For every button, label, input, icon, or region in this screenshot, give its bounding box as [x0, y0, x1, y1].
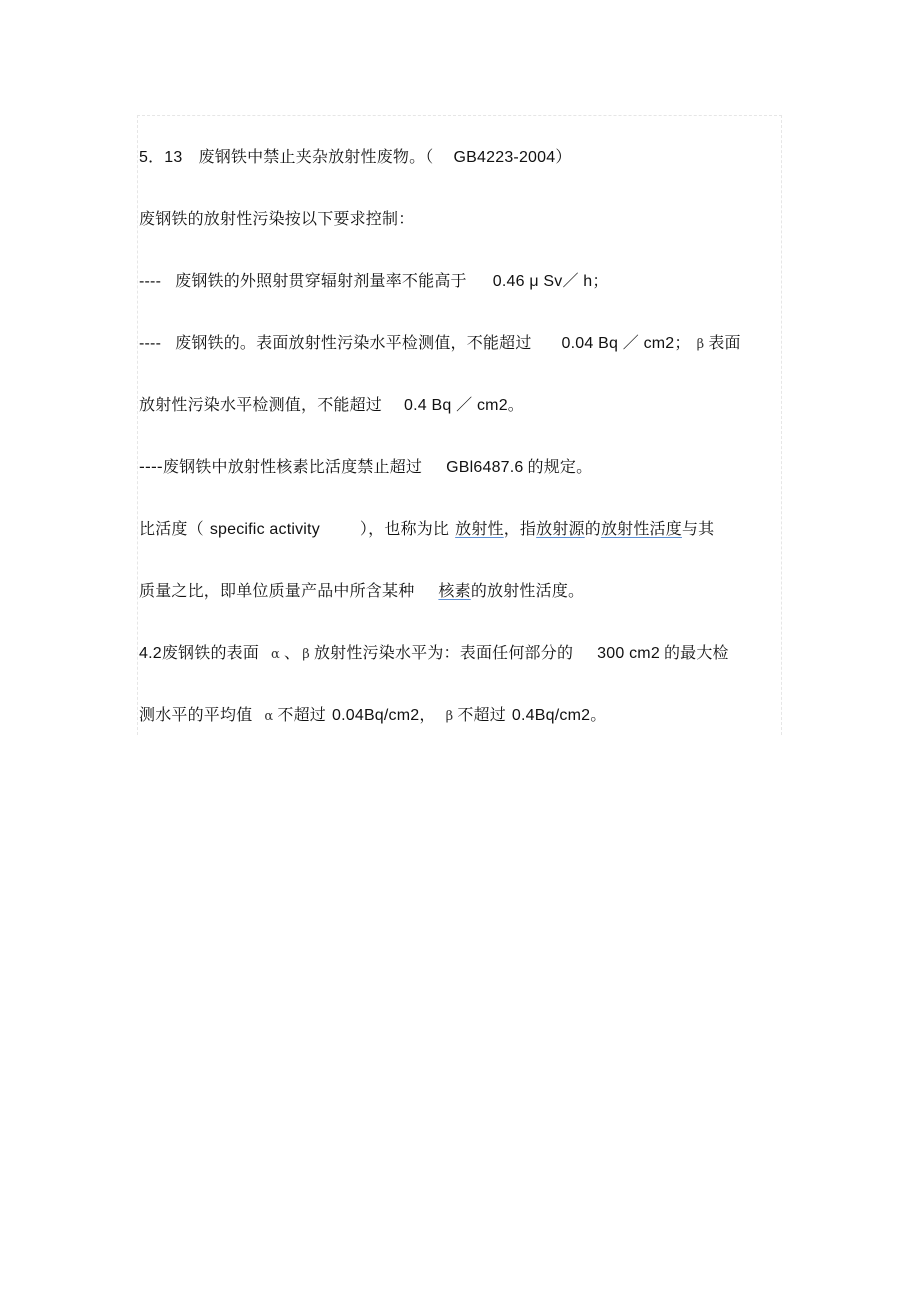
- section-text: 不超过: [457, 705, 506, 724]
- alpha-limit-value: 0.04Bq/cm2，: [332, 707, 436, 724]
- paragraph-specific-activity-cont: [139, 581, 584, 601]
- paragraph-control-intro: [139, 209, 414, 229]
- dash-marker: ----: [139, 335, 162, 352]
- alpha-symbol: α: [264, 709, 274, 724]
- beta-limit-value: 0.4 Bq ／ cm2。: [404, 397, 524, 414]
- beta-limit-value: 0.4Bq/cm2。: [511, 707, 607, 724]
- definition-text: ，指: [503, 519, 537, 538]
- paragraph-dose-rate: [139, 271, 609, 292]
- english-term: specific activity: [209, 521, 320, 538]
- intro-text: 废钢铁的放射性污染按以下要求控制：: [139, 209, 415, 228]
- paragraph-nuclide-activity: [139, 457, 592, 478]
- paragraph-4-2: [139, 643, 729, 665]
- section-number: 4.2: [139, 645, 162, 662]
- dose-rate-value: 0.46 μ Sv／ h；: [492, 273, 609, 290]
- paragraph-5-13: [139, 147, 572, 168]
- paragraph-surface-beta: [139, 395, 524, 416]
- link-radiation-source[interactable]: 放射源: [536, 519, 585, 538]
- paragraph-4-2-cont: [139, 705, 606, 727]
- definition-text: 质量之比，即单位质量产品中所含某种: [139, 581, 415, 600]
- definition-text: 的放射性活度。: [470, 581, 585, 600]
- beta-text: 放射性污染水平检测值，不能超过: [139, 395, 383, 414]
- definition-text: 与其: [681, 519, 715, 538]
- section-text: 废钢铁的表面: [161, 643, 260, 662]
- content-frame: [137, 115, 782, 735]
- definition-text: ），也称为比: [359, 519, 450, 538]
- beta-symbol: β: [302, 647, 310, 662]
- definition-text: 比活度（: [139, 519, 204, 538]
- beta-symbol: β: [696, 337, 705, 352]
- standard-code: GB4223-2004）: [453, 149, 572, 166]
- surface-text: 废钢铁的。表面放射性污染水平检测值，不能超过: [175, 333, 532, 352]
- area-value: 300 cm2: [597, 645, 660, 662]
- standard-code: GBl6487.6: [446, 459, 524, 476]
- paragraph-specific-activity: [139, 519, 714, 540]
- definition-text: 的: [584, 519, 601, 538]
- nuclide-text: ----废钢铁中放射性核素比活度禁止超过: [139, 457, 423, 476]
- alpha-limit-value: 0.04 Bq ／ cm2；: [561, 335, 691, 352]
- section-text: 放射性污染水平为：表面任何部分的: [313, 643, 574, 662]
- beta-symbol: β: [445, 709, 454, 724]
- surface-tail: 表面: [708, 333, 741, 352]
- paragraph-surface-alpha: [139, 333, 741, 355]
- section-text: 废钢铁中禁止夹杂放射性废物。（: [198, 147, 434, 166]
- link-nuclide[interactable]: 核素: [438, 581, 471, 600]
- section-text: 测水平的平均值: [139, 705, 253, 724]
- link-radioactivity[interactable]: 放射性: [455, 519, 504, 538]
- dash-marker: ----: [139, 273, 162, 290]
- section-text: 不超过: [277, 705, 326, 724]
- link-radioactive-activity[interactable]: 放射性活度: [600, 519, 682, 538]
- alpha-symbol: α: [271, 647, 281, 662]
- section-number: 5．13: [139, 149, 183, 166]
- separator: 、: [284, 643, 301, 662]
- dose-rate-text: 废钢铁的外照射贯穿辐射剂量率不能高于: [175, 271, 467, 290]
- nuclide-tail: 的规定。: [527, 457, 593, 476]
- section-text: 的最大检: [663, 643, 729, 662]
